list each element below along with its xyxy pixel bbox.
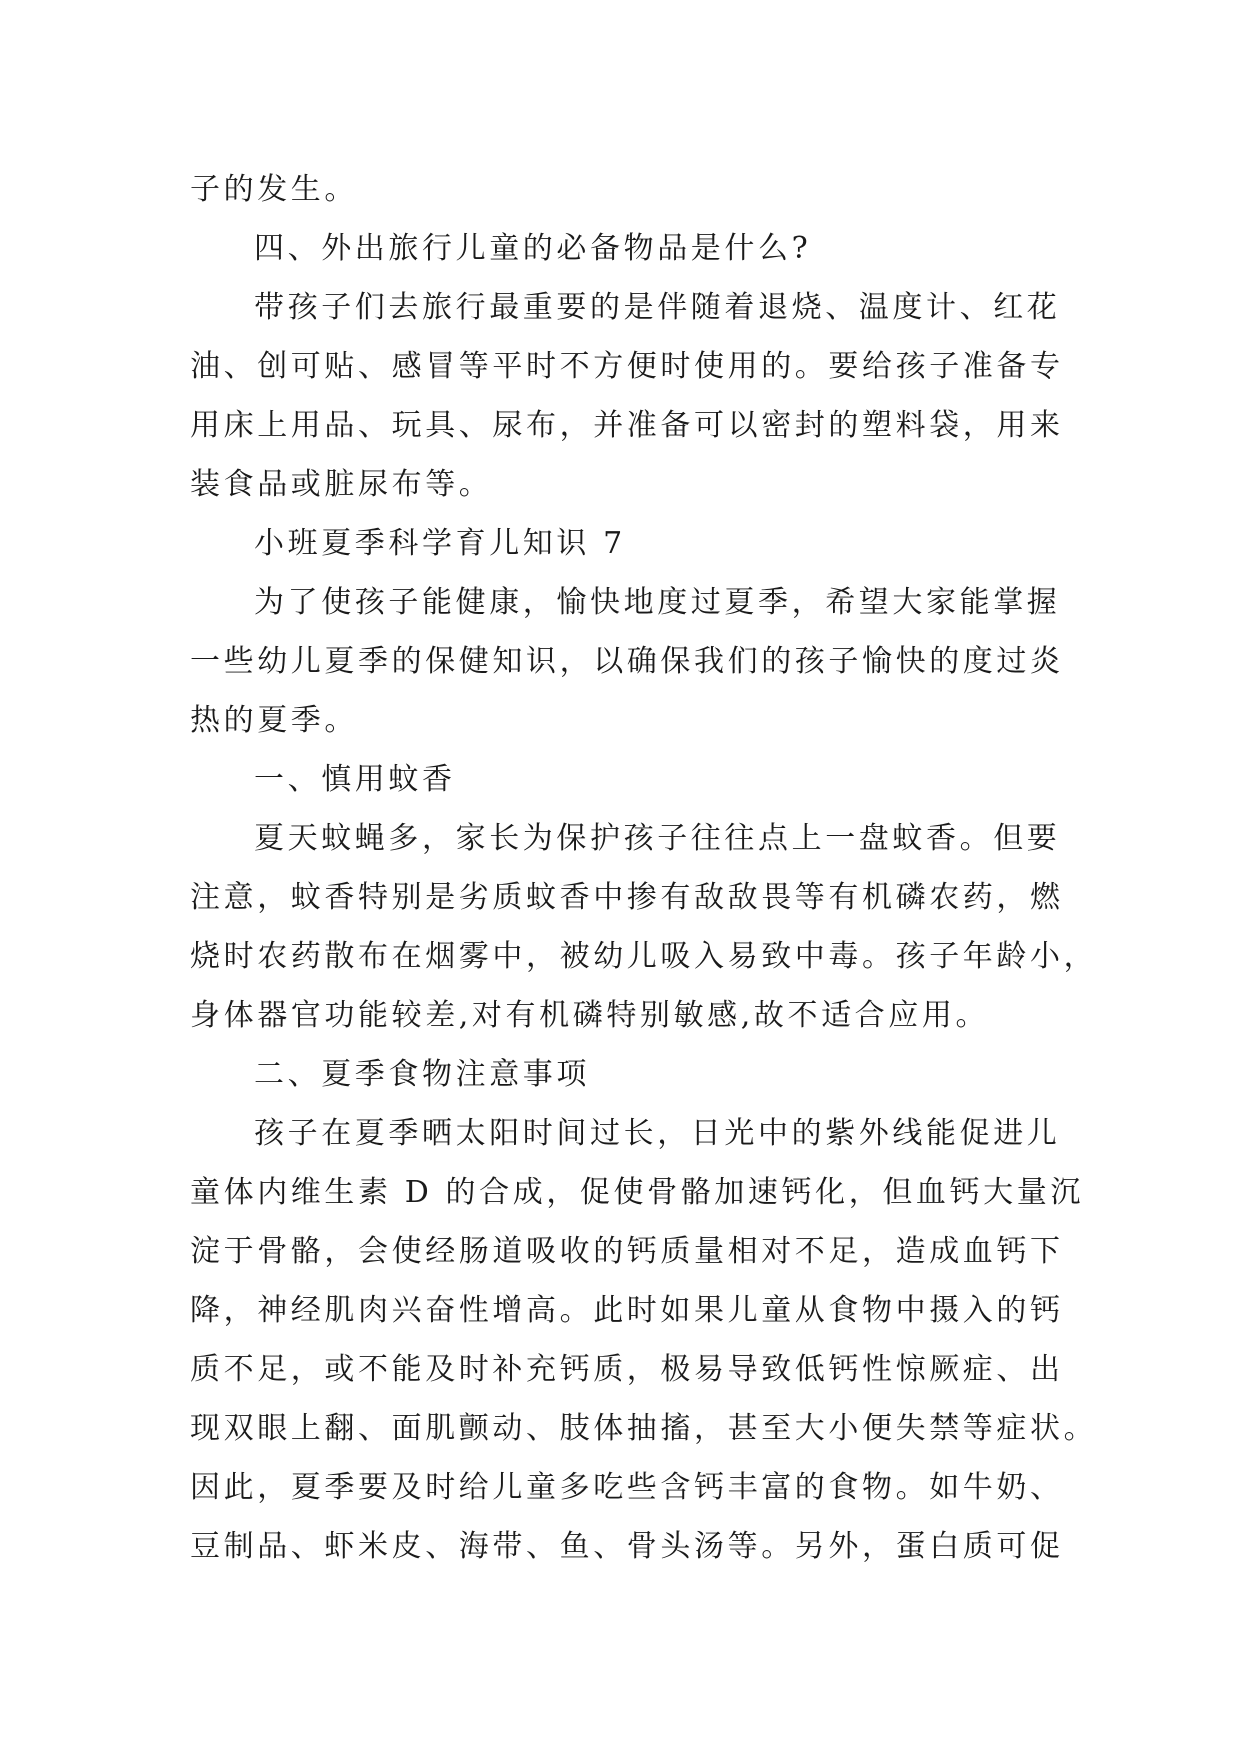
text-line: 豆制品、虾米皮、海带、鱼、骨头汤等。另外，蛋白质可促 bbox=[190, 1529, 1064, 1564]
document-body bbox=[190, 160, 1098, 1576]
text-line: 注意，蚊香特别是劣质蚊香中掺有敌敌畏等有机磷农药，燃 bbox=[190, 880, 1064, 915]
text-line: 因此，夏季要及时给儿童多吃些含钙丰富的食物。如牛奶、 bbox=[190, 1470, 1064, 1505]
text-line: 孩子在夏季晒太阳时间过长，日光中的紫外线能促进儿 bbox=[254, 1116, 1061, 1151]
text-line: 用床上用品、玩具、尿布，并准备可以密封的塑料袋，用来 bbox=[190, 408, 1064, 443]
text-line: 带孩子们去旅行最重要的是伴随着退烧、温度计、红花 bbox=[254, 290, 1061, 325]
text-line: 降，神经肌肉兴奋性增高。此时如果儿童从食物中摄入的钙 bbox=[190, 1293, 1064, 1328]
text-line: 夏天蚊蝇多，家长为保护孩子往往点上一盘蚊香。但要 bbox=[254, 821, 1061, 856]
text-line: 子的发生。 bbox=[190, 172, 358, 207]
text-line: 热的夏季。 bbox=[190, 703, 358, 738]
text-line: 身体器官功能较差,对有机磷特别敏感,故不适合应用。 bbox=[190, 998, 990, 1033]
section-heading: 一、慎用蚊香 bbox=[254, 762, 456, 797]
text-line: 油、创可贴、感冒等平时不方便时使用的。要给孩子准备专 bbox=[190, 349, 1064, 384]
text-line: 童体内维生素 D 的合成，促使骨骼加速钙化，但血钙大量沉 bbox=[190, 1175, 1084, 1210]
section-heading: 二、夏季食物注意事项 bbox=[254, 1057, 590, 1092]
text-line: 烧时农药散布在烟雾中，被幼儿吸入易致中毒。孩子年龄小， bbox=[190, 939, 1098, 974]
text-line: 为了使孩子能健康，愉快地度过夏季，希望大家能掌握 bbox=[254, 585, 1061, 620]
article-title: 小班夏季科学育儿知识 7 bbox=[254, 526, 626, 561]
text-line: 淀于骨骼，会使经肠道吸收的钙质量相对不足，造成血钙下 bbox=[190, 1234, 1064, 1269]
section-heading: 四、外出旅行儿童的必备物品是什么? bbox=[254, 231, 812, 266]
text-line: 现双眼上翻、面肌颤动、肢体抽搐，甚至大小便失禁等症状。 bbox=[190, 1411, 1098, 1446]
text-line: 质不足，或不能及时补充钙质，极易导致低钙性惊厥症、出 bbox=[190, 1352, 1064, 1387]
text-line: 一些幼儿夏季的保健知识，以确保我们的孩子愉快的度过炎 bbox=[190, 644, 1064, 679]
text-line: 装食品或脏尿布等。 bbox=[190, 467, 493, 502]
